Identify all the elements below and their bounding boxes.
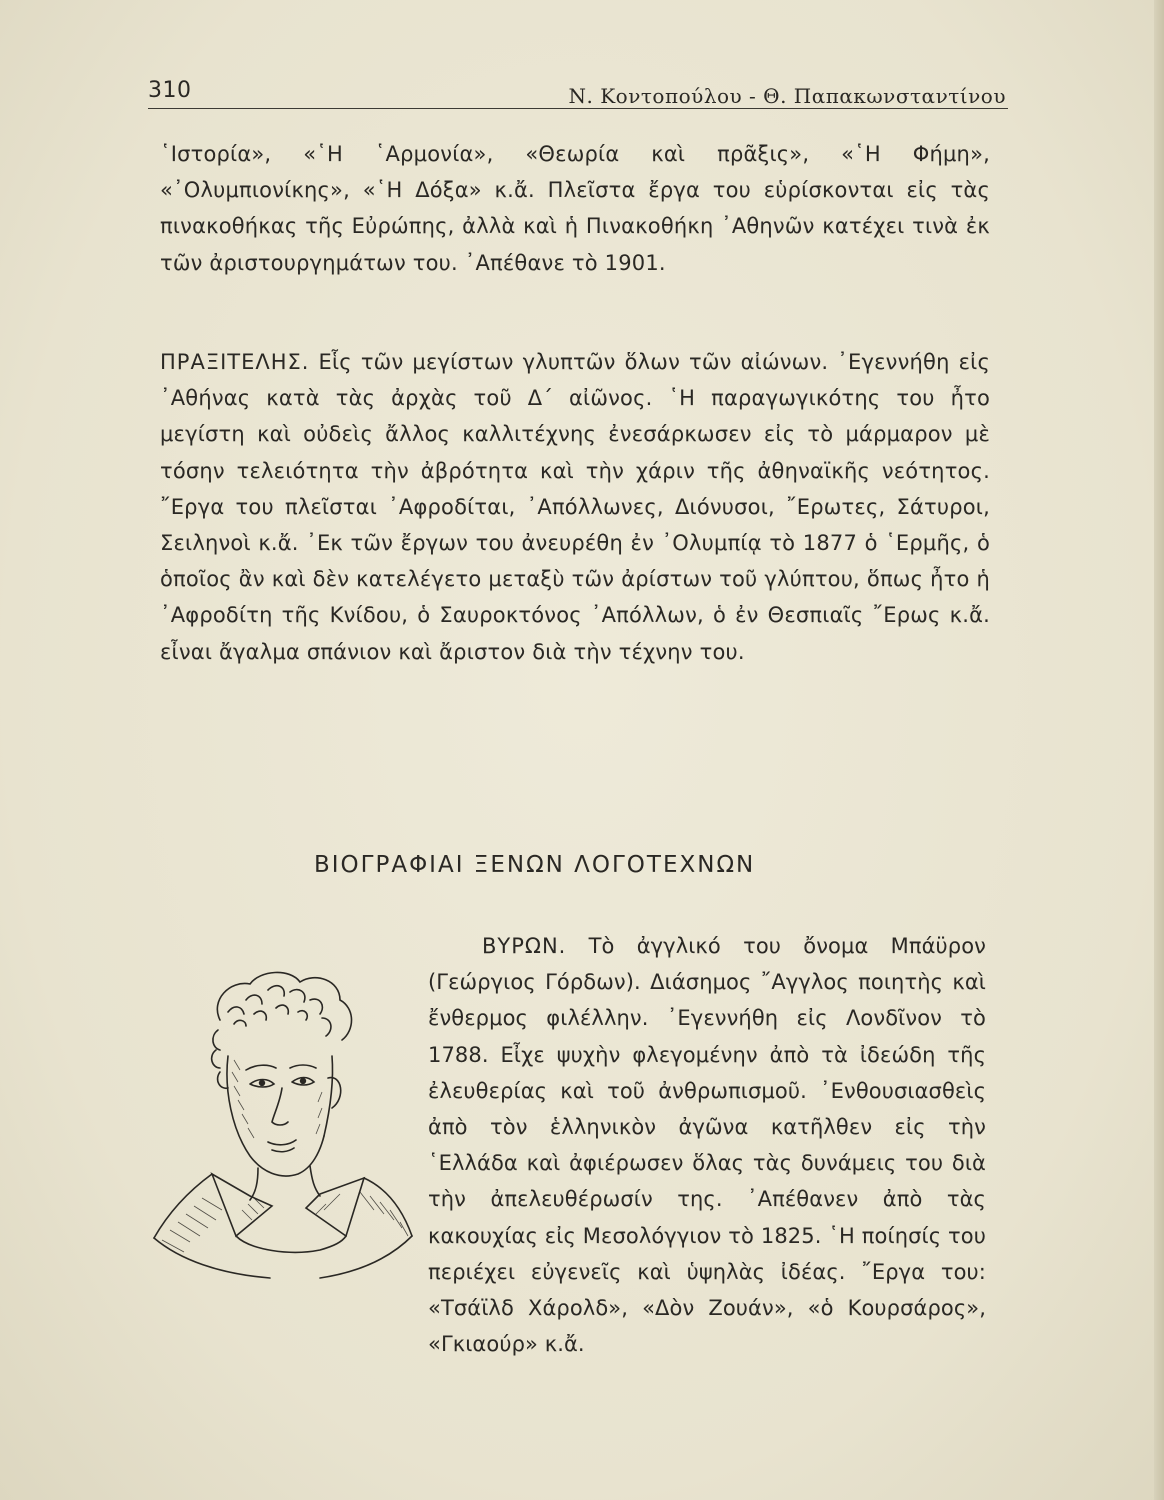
page-header — [148, 74, 1008, 114]
section-title: ΒΙΟΓΡΑΦΙΑΙ ΞΕΝΩΝ ΛΟΓΟΤΕΧΝΩΝ — [314, 852, 756, 878]
paragraph-text: Εἷς τῶν μεγίστων γλυπτῶν ὅλων τῶν αἰώνων. ᾿Εγεννήθη εἰς ᾿Αθήνας κατὰ τὰς ἀρχὰς τοῦ Δ΄ αἰῶνος. ῾Η παραγωγικότης του ἦτο μεγίστη καὶ οὐδεὶς ἄλλος καλλιτέχνης ἐνεσάρκωσεν εἰς τὸ μάρμαρον μὲ τόσην τελειότητα τὴν ἀβρότητα καὶ τὴν χάριν τῆς ἀθηναϊκῆς νεότητος. ῎Εργα του πλεῖσται ᾿Αφροδίται, ᾿Απόλλωνες, Διόνυσοι, ῎Ερωτες, Σάτυροι, Σειληνοὶ κ.ἄ. ᾿Εκ τῶν ἔργων του ἀνευρέθη ἐν ᾿Ολυμπίᾳ τὸ 1877 ὁ ῾Ερμῆς, ὁ ὁποῖος ἂν καὶ δὲν κατελέγετο μεταξὺ τῶν ἀρίστων τοῦ γλύπτου, ὅπως ἦτο ἡ ᾿Αφροδίτη τῆς Κνίδου, ὁ Σαυροκτόνος ᾿Απόλλων, ὁ ἐν Θεσπιαῖς ῎Ερως κ.ἄ. εἶναι ἄγαλμα σπάνιον καὶ ἄριστον διὰ τὴν τέχνην του. — [160, 350, 990, 664]
byron-portrait-illustration — [150, 960, 420, 1280]
paragraph-praxiteles — [160, 344, 990, 670]
paragraph-text: Τὸ ἀγγλικό του ὄνομα Μπάϋρον (Γεώργιος Γόρδων). Διάσημος ῎Αγγλος ποιητὴς καὶ ἔνθερμος φιλέλλην. ᾿Εγεννήθη εἰς Λονδῖνον τὸ 1788. Εἶχε ψυχὴν φλεγομένην ἀπὸ τὰ ἰδεώδη τῆς ἐλευθερίας καὶ τοῦ ἀνθρωπισμοῦ. ᾿Ενθουσιασθεὶς ἀπὸ τὸν ἑλληνικὸν ἀγῶνα κατῆλθεν εἰς τὴν ῾Ελλάδα καὶ ἀφιέρωσεν ὅλας τὰς δυνάμεις του διὰ τὴν ἀπελευθέρωσίν της. ᾿Απέθανεν ἀπὸ τὰς κακουχίας εἰς Μεσολόγγιον τὸ 1825. ῾Η ποίησίς του περιέχει εὐγενεῖς καὶ ὑψηλὰς ἰδέας. ῎Εργα του: «Τσάϊλδ Χάρολδ», «Δὸν Ζουάν», «ὁ Κουρσάρος», «Γκιαούρ» κ.ἄ. — [428, 934, 987, 1357]
page-edge — [1154, 0, 1164, 1500]
entry-term: ΠΡΑΞΙΤΕΛΗΣ. — [160, 350, 310, 374]
running-head: Ν. Κοντοπούλου - Θ. Παπακωνσταντίνου — [568, 84, 1006, 108]
entry-term: ΒΥΡΩΝ. — [482, 934, 567, 958]
paragraph-text: ῾Ιστορία», «῾Η ῾Αρμονία», «Θεωρία καὶ πρᾶξις», «῾Η Φήμη», «᾿Ολυμπιονίκης», «῾Η Δόξα» κ.ἄ. Πλεῖστα ἔργα του εὑρίσκονται εἰς τὰς πινακοθήκας τῆς Εὐρώπης, ἀλλὰ καὶ ἡ Πινακοθήκη ᾿Αθηνῶν κατέχει τινὰ ἐκ τῶν ἀριστουργημάτων του. ᾿Απέθανε τὸ 1901. — [160, 142, 990, 275]
header-rule — [148, 108, 1008, 109]
paragraph-continuation — [160, 136, 990, 281]
paragraph-byron — [428, 928, 986, 1362]
page-number: 310 — [148, 78, 192, 103]
